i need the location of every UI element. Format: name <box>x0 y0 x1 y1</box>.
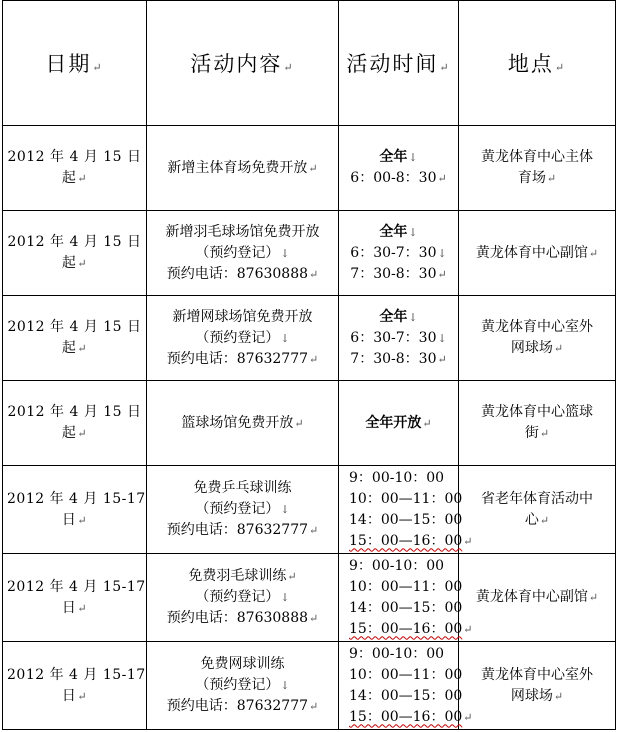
time-cell: 9：00-10：00 10：00—11：00 14：00—15：00 15：00—16：00↵ <box>339 642 459 730</box>
table-row <box>3 211 616 296</box>
table-row <box>3 381 616 466</box>
place-cell: 黄龙体育中心篮球 街↵ <box>459 381 616 466</box>
time-cell: 全年开放↵ <box>339 381 459 466</box>
date-cell: 2012 年 4 月 15-17 日↵ <box>3 642 147 730</box>
content-cell: 新增主体育场免费开放↵ <box>147 126 339 211</box>
table-row <box>3 126 616 211</box>
content-cell: 篮球场馆免费开放↵ <box>147 381 339 466</box>
content-cell: 免费羽毛球训练↵ （预约登记）↓ 预约电话：87630888↵ <box>147 554 339 642</box>
content-cell: 新增羽毛球场馆免费开放 （预约登记）↓ 预约电话：87630888↵ <box>147 211 339 296</box>
time-cell: 全年↓ 6：30-7：30↓ 7：30-8：30↵ <box>339 296 459 381</box>
header-place: 地点↵ <box>459 1 616 126</box>
schedule-table <box>2 0 616 730</box>
date-cell: 2012 年 4 月 15 日 起↵ <box>3 296 147 381</box>
place-cell: 黄龙体育中心副馆↵ <box>459 554 616 642</box>
table-row <box>3 466 616 554</box>
place-cell: 黄龙体育中心室外 网球场↵ <box>459 296 616 381</box>
header-time: 活动时间↵ <box>339 1 459 126</box>
place-cell: 黄龙体育中心室外 网球场↵ <box>459 642 616 730</box>
time-cell: 9：00-10：00 10：00—11：00 14：00—15：00 15：00—16：00↵ <box>339 554 459 642</box>
place-cell: 黄龙体育中心主体 育场↵ <box>459 126 616 211</box>
date-cell: 2012 年 4 月 15 日 起↵ <box>3 211 147 296</box>
header-row <box>3 1 616 126</box>
place-cell: 黄龙体育中心副馆↵ <box>459 211 616 296</box>
table-row <box>3 554 616 642</box>
header-content: 活动内容↵ <box>147 1 339 126</box>
date-cell: 2012 年 4 月 15 日 起↵ <box>3 381 147 466</box>
header-date: 日期↵ <box>3 1 147 126</box>
date-cell: 2012 年 4 月 15-17 日↵ <box>3 466 147 554</box>
date-cell: 2012 年 4 月 15 日 起↵ <box>3 126 147 211</box>
content-cell: 免费乒乓球训练 （预约登记）↓ 预约电话：87632777↵ <box>147 466 339 554</box>
time-cell: 全年↓ 6：00-8：30↵ <box>339 126 459 211</box>
content-cell: 免费网球训练 （预约登记）↓ 预约电话：87632777↵ <box>147 642 339 730</box>
place-cell: 省老年体育活动中 心↵ <box>459 466 616 554</box>
time-cell: 9：00-10：00 10：00—11：00 14：00—15：00 15：00—16：00↵ <box>339 466 459 554</box>
date-cell: 2012 年 4 月 15-17 日↵ <box>3 554 147 642</box>
table-row <box>3 642 616 730</box>
content-cell: 新增网球场馆免费开放 （预约登记）↓ 预约电话：87632777↵ <box>147 296 339 381</box>
table-row <box>3 296 616 381</box>
time-cell: 全年↓ 6：30-7：30↓ 7：30-8：30↵ <box>339 211 459 296</box>
